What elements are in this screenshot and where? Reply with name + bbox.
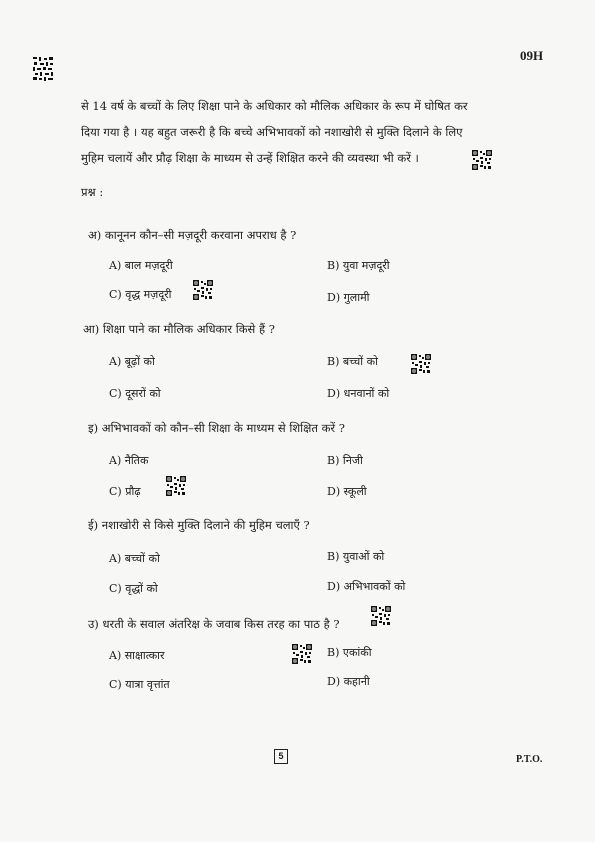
question-3-option-c: C) प्रौढ़ [109,485,141,498]
question-4-option-b: B) युवाओं को [327,550,385,563]
question-5-option-d: D) कहानी [327,675,370,688]
question-4-option-a: A) बच्चों को [109,552,160,565]
question-5-option-b: B) एकांकी [327,646,372,659]
question-2-option-b: B) बच्चों को [327,355,378,368]
qr-code-icon [411,354,431,374]
question-5: उ) धरती के सवाल अंतरिक्ष के जवाब किस तरह का पाठ है ? [88,617,340,631]
qr-code-icon [292,644,312,664]
question-3-option-a: A) नैतिक [109,454,149,467]
question-1-option-b: B) युवा मज़दूरी [327,259,390,272]
qr-code-icon [472,150,492,170]
page-number: 5 [274,749,288,764]
question-4-option-c: C) वृद्धों को [109,582,158,595]
passage-line-1: से 14 वर्ष के बच्चों के लिए शिक्षा पाने के अधिकार को मौलिक अधिकार के रूप में घोषित कर [81,99,468,113]
barcode-icon [32,56,54,82]
question-2-option-c: C) दूसरों को [109,387,161,400]
qr-code-icon [193,280,213,300]
question-1-option-a: A) बाल मज़दूरी [109,259,173,272]
question-2-option-d: D) धनवानों को [327,387,390,400]
question-4: ई) नशाखोरी से किसे मुक्ति दिलाने की मुहिम चलाएँ ? [88,518,310,532]
question-1: अ) कानूनन कौन–सी मज़दूरी करवाना अपराध है ? [88,228,297,242]
question-2-option-a: A) बूढ़ों को [109,355,155,368]
question-4-option-d: D) अभिभावकों को [327,580,406,593]
paper-code: 09H [520,48,544,63]
passage-line-2: दिया गया है । यह बहुत जरूरी है कि बच्चे अभिभावकों को नशाखोरी से मुक्ति दिलाने के लिए [81,125,463,139]
pto-label: P.T.O. [516,754,543,765]
question-3-option-d: D) स्कूली [327,485,367,498]
question-5-option-c: C) यात्रा वृत्तांत [109,678,170,691]
question-3: इ) अभिभावकों को कौन–सी शिक्षा के माध्यम से शिक्षित करें ? [88,421,345,435]
qr-code-icon [371,606,391,626]
questions-label: प्रश्न : [81,185,104,199]
question-1-option-c: C) वृद्ध मज़दूरी [109,288,172,301]
question-3-option-b: B) निजी [327,454,363,467]
qr-code-icon [166,476,186,496]
question-2: आ) शिक्षा पाने का मौलिक अधिकार किसे हैं ? [83,322,275,336]
passage-line-3: मुहिम चलायें और प्रौढ़ शिक्षा के माध्यम से उन्हें शिक्षित करने की व्यवस्था भी करें । [81,151,419,165]
question-5-option-a: A) साक्षात्कार [109,649,165,662]
question-1-option-d: D) गुलामी [327,291,370,304]
